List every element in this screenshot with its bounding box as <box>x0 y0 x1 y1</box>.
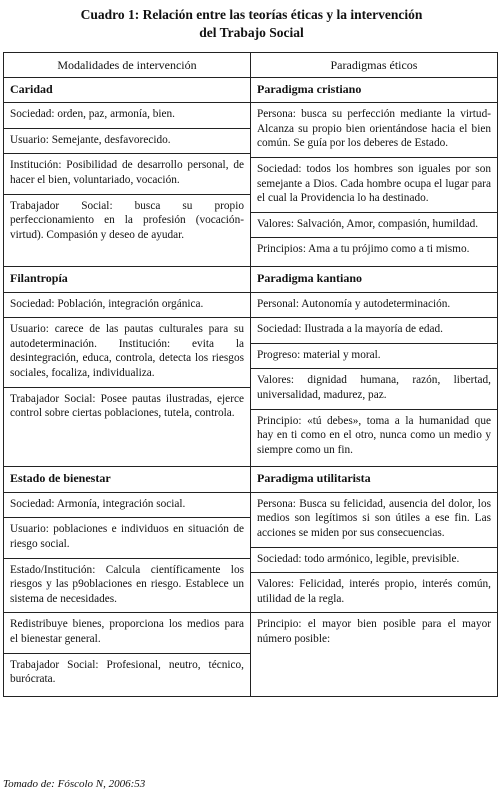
cell-item: Valores: Felicidad, interés propio, interés común, utilidad de la regla. <box>251 572 497 612</box>
paradigma-cell <box>251 77 498 266</box>
cell-item: Sociedad: Armonía, integración social. <box>4 492 250 518</box>
cell-item: Trabajador Social: Profesional, neutro, técnico, burócrata. <box>4 653 250 693</box>
cell-item: Estado/Institución: Calcula científicamente los riesgos y las p9oblaciones en riesgo. Establece un sistema de necesidades. <box>4 558 250 613</box>
header-modalidades: Modalidades de intervención <box>4 53 251 78</box>
caption-line-2: del Trabajo Social <box>199 25 304 40</box>
cell-item: Redistribuye bienes, proporciona los medios para el bienestar general. <box>4 612 250 652</box>
cell-item: Usuario: Semejante, desfavorecido. <box>4 128 250 154</box>
cell-item: Persona: busca su perfección mediante la virtud- Alcanza su propio bien orientándose hacia el bien común. Se guía por los deberes de Estado. <box>251 102 497 157</box>
cell-item: Sociedad: todo armónico, legible, previsible. <box>251 547 497 573</box>
modalidad-cell <box>4 77 251 266</box>
modalidad-title: Caridad <box>10 81 53 96</box>
cell-item: Trabajador Social: Posee pautas ilustradas, ejerce control sobre ciertas poblaciones, tutela, controla. <box>4 387 250 427</box>
cell-item: Sociedad: todos los hombres son iguales por son semejante a Dios. Cada hombre ocupa el lugar para el cual la Providencia lo ha destinado. <box>251 157 497 212</box>
table-row <box>4 467 498 697</box>
modalidad-title: Estado de bienestar <box>10 471 111 486</box>
source-note: Tomado de: Fóscolo N, 2006:53 <box>3 778 146 790</box>
table-row <box>4 77 498 266</box>
modalidad-title: Filantropía <box>10 270 68 285</box>
cell-item: Trabajador Social: busca su propio perfeccionamiento en la profesión (vocación- virtud). Compasión y deseo de ayudar. <box>4 194 250 249</box>
cell-item: Sociedad: Ilustrada a la mayoría de edad. <box>251 317 497 343</box>
cell-item: Valores: dignidad humana, razón, libertad, universalidad, madurez, paz. <box>251 368 497 408</box>
cell-item: Persona: Busca su felicidad, ausencia del dolor, los medios son legítimos si son útiles a ese fin. Las acciones se miden por sus consecuencias. <box>251 492 497 547</box>
cell-item: Principio: «tú debes», toma a la humanidad que hay en ti como en el otro, nunca como un medio y siempre como un fin. <box>251 409 497 464</box>
caption-line-1: Cuadro 1: Relación entre las teorías éticas y la intervención <box>80 7 423 22</box>
cell-item: Usuario: poblaciones e individuos en situación de riesgo social. <box>4 517 250 557</box>
modalidad-cell <box>4 266 251 466</box>
cell-item: Usuario: carece de las pautas culturales para su autodeterminación. Institución: evita la desintegración, educa, controla, detecta los riesgos sociales, focaliza, individualiza. <box>4 317 250 386</box>
cell-item: Sociedad: orden, paz, armonía, bien. <box>4 102 250 128</box>
paradigma-title: Paradigma kantiano <box>257 270 363 285</box>
cell-item: Institución: Posibilidad de desarrollo personal, de hacer el bien, voluntariado, vocación. <box>4 153 250 193</box>
cell-item: Progreso: material y moral. <box>251 343 497 369</box>
ethics-table <box>3 52 498 697</box>
cell-item: Sociedad: Población, integración orgánica. <box>4 292 250 318</box>
paradigma-title: Paradigma utilitarista <box>257 471 371 486</box>
header-paradigmas: Paradigmas éticos <box>251 53 498 78</box>
cell-item: Valores: Salvación, Amor, compasión, humildad. <box>251 212 497 238</box>
table-caption <box>0 6 503 42</box>
cell-item: Principios: Ama a tu prójimo como a ti mismo. <box>251 237 497 263</box>
cell-item: Personal: Autonomía y autodeterminación. <box>251 292 497 318</box>
cell-item: Principio: el mayor bien posible para el mayor número posible: <box>251 612 497 652</box>
paradigma-cell <box>251 266 498 466</box>
modalidad-cell <box>4 467 251 697</box>
table-body <box>4 77 498 696</box>
paradigma-cell <box>251 467 498 697</box>
header-row <box>4 53 498 78</box>
table-row <box>4 266 498 466</box>
paradigma-title: Paradigma cristiano <box>257 81 362 96</box>
